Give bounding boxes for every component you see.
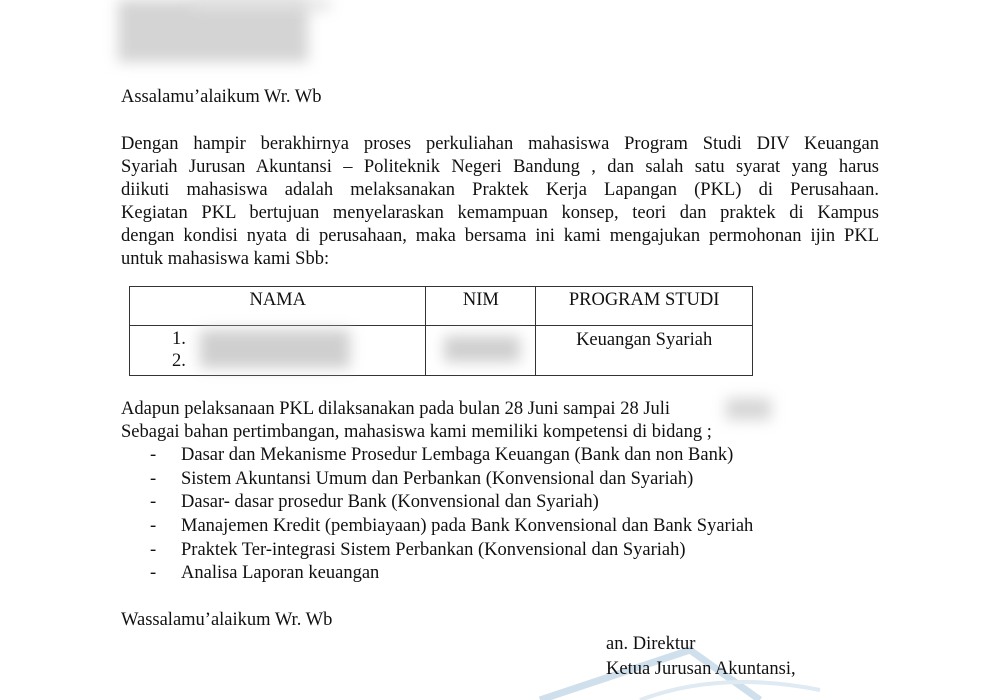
bullet-dash: -: [150, 445, 157, 465]
header-nim: NIM: [426, 287, 536, 326]
list-item: [150, 491, 753, 515]
intro-line: Syariah Jurusan Akuntansi – Politeknik Negeri Bandung , dan salah satu syarat yang harus: [121, 157, 879, 177]
header-nama: NAMA: [130, 287, 426, 326]
bullet-dash: -: [150, 492, 157, 513]
competency-text: Analisa Laporan keuangan: [181, 563, 380, 584]
list-item: [150, 468, 753, 492]
nim-cell: [426, 326, 536, 376]
redacted-nim: [444, 336, 520, 362]
list-item: [150, 444, 753, 468]
bullet-dash: -: [150, 539, 157, 560]
list-item: [150, 515, 753, 539]
redacted-letterhead-detail: [190, 0, 330, 10]
row-number: 1.: [172, 329, 186, 349]
list-item: [150, 562, 753, 586]
competency-text: Sistem Akuntansi Umum dan Perbankan (Konvensional dan Syariah): [181, 468, 694, 489]
intro-line: untuk mahasiswa kami Sbb:: [121, 249, 330, 269]
closing: Wassalamu’alaikum Wr. Wb: [121, 610, 333, 630]
competency-list: [150, 444, 753, 586]
table-header-row: [130, 287, 753, 326]
bullet-dash: -: [150, 468, 157, 489]
program-cell: Keuangan Syariah: [536, 326, 753, 376]
signature-on-behalf: an. Direktur: [606, 634, 696, 654]
intro-paragraph: [121, 133, 879, 271]
schedule-line: Adapun pelaksanaan PKL dilaksanakan pada bulan 28 Juni sampai 28 Juli: [121, 399, 671, 419]
signature-title: Ketua Jurusan Akuntansi,: [606, 659, 796, 679]
redacted-names: [200, 330, 350, 368]
greeting: Assalamu’alaikum Wr. Wb: [121, 87, 322, 107]
redacted-year: [726, 398, 771, 420]
name-cell: [130, 326, 426, 376]
competency-text: Dasar dan Mekanisme Prosedur Lembaga Keuangan (Bank dan non Bank): [181, 445, 734, 465]
bullet-dash: -: [150, 563, 157, 584]
competency-text: Praktek Ter-integrasi Sistem Perbankan (Konvensional dan Syariah): [181, 539, 686, 560]
intro-line: dengan kondisi nyata di perusahaan, maka bersama ini kami mengajukan permohonan ijin PKL: [121, 226, 879, 246]
competency-text: Manajemen Kredit (pembiayaan) pada Bank Konvensional dan Bank Syariah: [181, 516, 754, 537]
stamp-stroke: [640, 682, 820, 700]
list-item: [150, 539, 753, 563]
student-table: [129, 286, 753, 376]
intro-line: Dengan hampir berakhirnya proses perkuliahan mahasiswa Program Studi DIV Keuangan: [121, 134, 879, 154]
intro-line: diikuti mahasiswa adalah melaksanakan Praktek Kerja Lapangan (PKL) di Perusahaan.: [121, 180, 879, 200]
competence-intro: Sebagai bahan pertimbangan, mahasiswa kami memiliki kompetensi di bidang ;: [121, 422, 712, 442]
table-row: [130, 326, 753, 376]
competency-text: Dasar- dasar prosedur Bank (Konvensional dan Syariah): [181, 492, 599, 513]
intro-line: Kegiatan PKL bertujuan menyelaraskan kemampuan konsep, teori dan praktek di Kampus: [121, 203, 879, 223]
row-number: 2.: [172, 351, 186, 371]
header-program-studi: PROGRAM STUDI: [536, 287, 753, 326]
bullet-dash: -: [150, 516, 157, 537]
